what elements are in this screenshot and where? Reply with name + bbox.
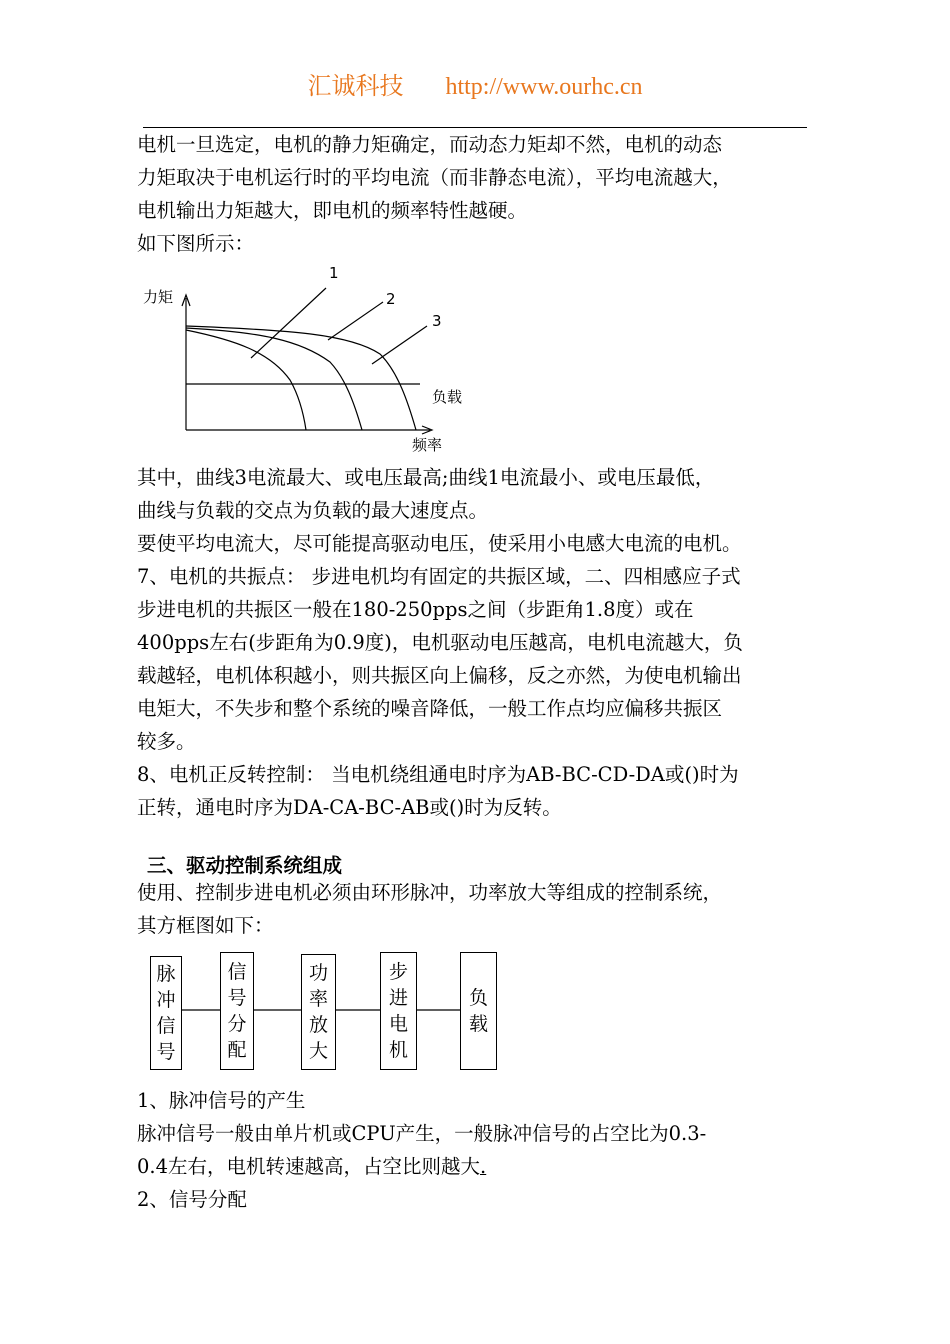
x-axis-label: 频率 bbox=[412, 436, 443, 454]
paragraph-dynamic-torque bbox=[137, 128, 817, 260]
block-label: 功率放大 bbox=[308, 962, 328, 1062]
block-signal-distribution bbox=[220, 952, 254, 1070]
inline-link[interactable]: . bbox=[480, 1155, 487, 1178]
text-line: 使用、控制步进电机必须由环形脉冲，功率放大等组成的控制系统， bbox=[137, 881, 723, 904]
text-line bbox=[137, 1150, 817, 1183]
paragraph-pulse-generation bbox=[137, 1084, 817, 1216]
text-line: 8、电机正反转控制： 当电机绕组通电时序为AB-BC-CD-DA或()时为 bbox=[137, 763, 739, 786]
paragraph-control-system bbox=[137, 876, 817, 942]
leader-1 bbox=[251, 288, 326, 358]
section-title: 三、驱动控制系统组成 bbox=[147, 854, 343, 877]
text-line: 载越轻，电机体积越小，则共振区向上偏移，反之亦然，为使电机输出 bbox=[137, 664, 742, 687]
paragraph-resonance bbox=[137, 461, 817, 824]
block-pulse-signal bbox=[150, 956, 182, 1070]
text-line: 7、电机的共振点： 步进电机均有固定的共振区域，二、四相感应子式 bbox=[137, 565, 741, 588]
leader-2 bbox=[328, 302, 383, 340]
text-line: 曲线与负载的交点为负载的最大速度点。 bbox=[137, 499, 489, 522]
text-line: 电机输出力矩越大，即电机的频率特性越硬。 bbox=[137, 199, 528, 222]
text-line: 2、信号分配 bbox=[137, 1188, 247, 1211]
text-line: 如下图所示： bbox=[137, 232, 255, 255]
leader-3 bbox=[372, 326, 427, 364]
curve-label-2: 2 bbox=[386, 290, 396, 308]
text-line: 其中，曲线3电流最大、或电压最高;曲线1电流最小、或电压最低， bbox=[137, 466, 715, 489]
torque-frequency-chart bbox=[140, 262, 480, 456]
company-url[interactable]: http://www.ourhc.cn bbox=[445, 74, 643, 100]
text-line: 其方框图如下： bbox=[137, 914, 274, 937]
block-load bbox=[460, 952, 497, 1070]
text-line: 1、脉冲信号的产生 bbox=[137, 1089, 306, 1112]
block-stepper-motor bbox=[380, 952, 417, 1070]
text-line: 正转，通电时序为DA-CA-BC-AB或()时为反转。 bbox=[137, 796, 562, 819]
block-label: 脉冲信号 bbox=[156, 963, 176, 1063]
block-label: 信号分配 bbox=[227, 961, 247, 1061]
text-line: 400pps左右(步距角为0.9度)，电机驱动电压越高，电机电流越大，负 bbox=[137, 631, 743, 654]
y-axis-label: 力矩 bbox=[143, 288, 174, 306]
text-line: 电机一旦选定，电机的静力矩确定，而动态力矩却不然，电机的动态 bbox=[137, 133, 723, 156]
curve-2 bbox=[186, 328, 362, 430]
curve-label-3: 3 bbox=[432, 312, 442, 330]
curve-1 bbox=[186, 330, 306, 430]
text-line: 较多。 bbox=[137, 730, 196, 753]
curve-label-1: 1 bbox=[329, 264, 339, 282]
page-header bbox=[0, 66, 950, 101]
company-name: 汇诚科技 bbox=[307, 74, 404, 100]
text-line: 力矩取决于电机运行时的平均电流（而非静态电流），平均电流越大， bbox=[137, 166, 732, 189]
text-line: 电矩大，不失步和整个系统的噪音降低，一般工作点均应偏移共振区 bbox=[137, 697, 723, 720]
block-label: 步进电机 bbox=[388, 961, 408, 1061]
curve-3 bbox=[186, 326, 416, 430]
text-line: 脉冲信号一般由单片机或CPU产生，一般脉冲信号的占空比为0.3- bbox=[137, 1122, 707, 1145]
text-span: 0.4左右，电机转速越高，占空比则越大 bbox=[137, 1155, 481, 1178]
load-label: 负载 bbox=[432, 388, 463, 406]
block-label: 负载 bbox=[468, 987, 488, 1035]
text-line: 步进电机的共振区一般在180-250pps之间（步距角1.8度）或在 bbox=[137, 598, 694, 621]
text-line: 要使平均电流大，尽可能提高驱动电压，使采用小电感大电流的电机。 bbox=[137, 532, 742, 555]
block-power-amplifier bbox=[301, 954, 336, 1070]
